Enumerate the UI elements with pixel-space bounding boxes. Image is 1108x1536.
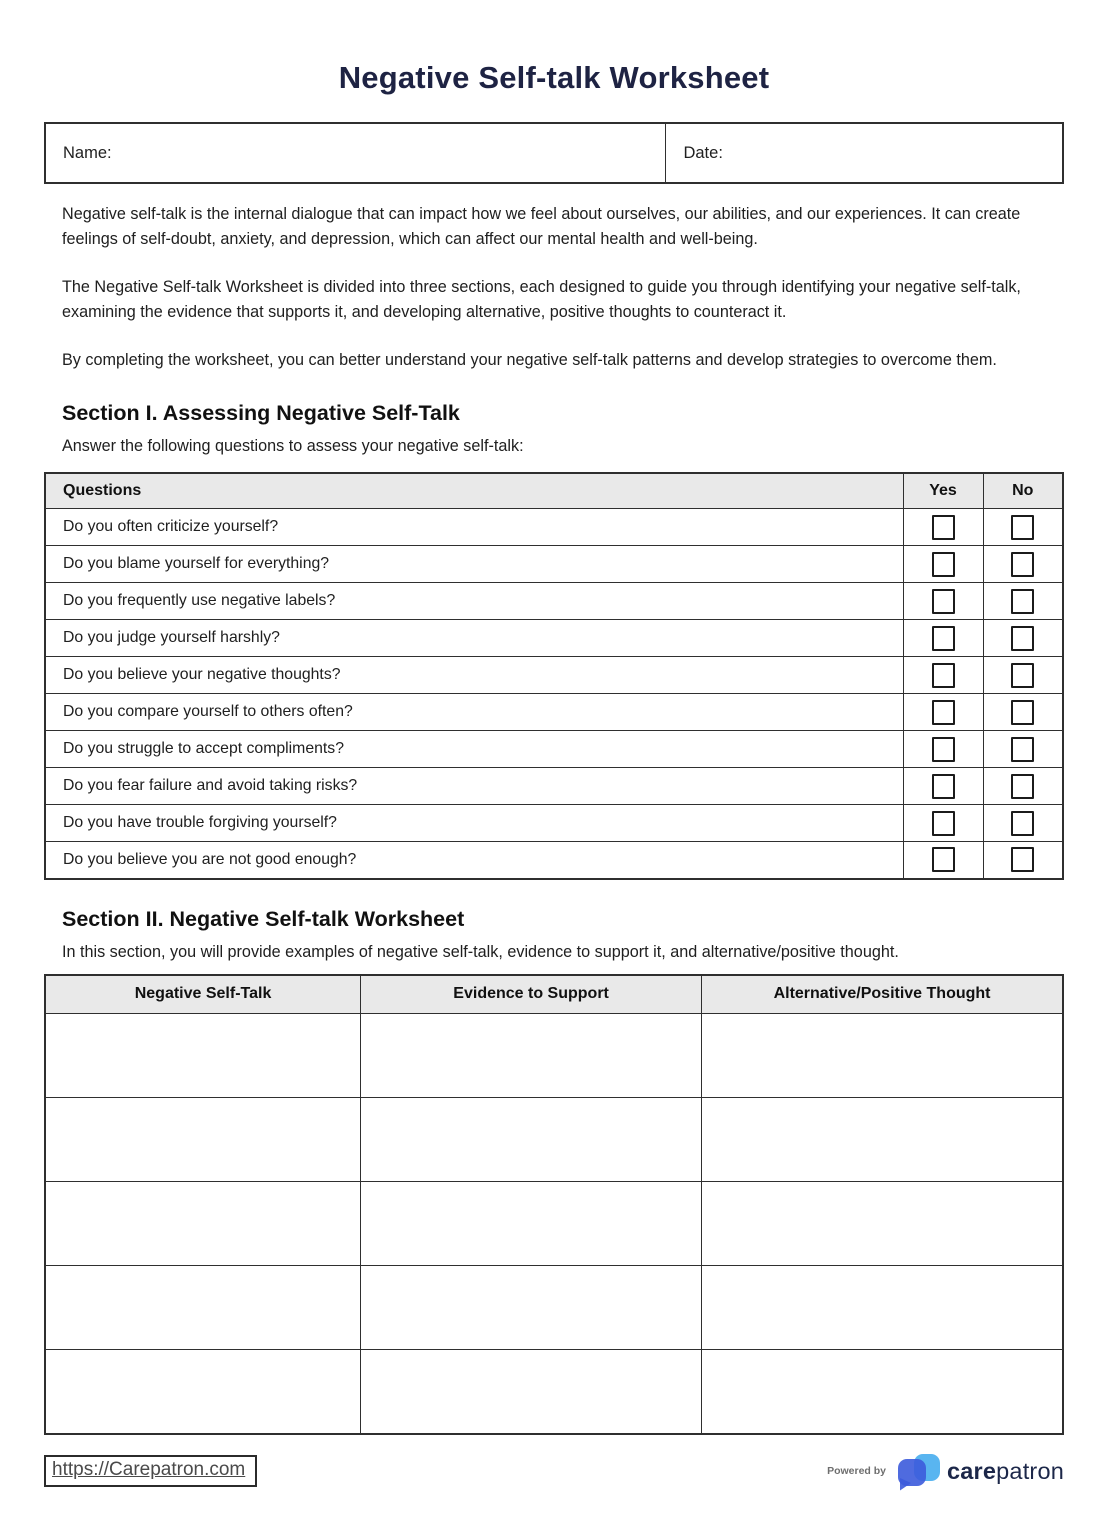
- yes-checkbox[interactable]: [932, 847, 955, 872]
- no-cell: [983, 694, 1063, 731]
- section1-heading: Section I. Assessing Negative Self-Talk: [62, 400, 460, 425]
- no-cell: [983, 583, 1063, 620]
- question-row: [45, 546, 1063, 583]
- no-cell: [983, 842, 1063, 879]
- intro-paragraph-2: The Negative Self-talk Worksheet is divided into three sections, each designed to guide you through identifying your negative self-talk, examining the evidence that supports it, and developing alternative, positive thoughts to counteract it.: [62, 278, 1021, 322]
- brand-wordmark: [947, 1458, 1064, 1485]
- question-text: Do you compare yourself to others often?: [45, 694, 903, 731]
- question-row: [45, 842, 1063, 879]
- worksheet-row: [45, 1014, 1063, 1098]
- question-row: [45, 583, 1063, 620]
- yes-cell: [903, 768, 983, 805]
- brand-patron: patron: [996, 1457, 1064, 1484]
- intro-paragraph-3: By completing the worksheet, you can better understand your negative self-talk patterns and develop strategies to overcome them.: [62, 351, 997, 370]
- no-column-header: No: [983, 473, 1063, 509]
- question-text: Do you blame yourself for everything?: [45, 546, 903, 583]
- yes-cell: [903, 731, 983, 768]
- yes-checkbox[interactable]: [932, 626, 955, 651]
- worksheet-column-header: Alternative/Positive Thought: [702, 975, 1063, 1014]
- section2-heading: Section II. Negative Self-talk Worksheet: [62, 906, 465, 931]
- questions-column-header: Questions: [45, 473, 903, 509]
- name-date-row: [45, 123, 1063, 183]
- worksheet-table: [44, 974, 1064, 1435]
- no-checkbox[interactable]: [1011, 811, 1034, 836]
- worksheet-column-header: Negative Self-Talk: [45, 975, 361, 1014]
- worksheet-row: [45, 1098, 1063, 1182]
- yes-cell: [903, 657, 983, 694]
- name-field[interactable]: [45, 123, 666, 183]
- yes-checkbox[interactable]: [932, 700, 955, 725]
- yes-checkbox[interactable]: [932, 774, 955, 799]
- question-text: Do you struggle to accept compliments?: [45, 731, 903, 768]
- worksheet-row: [45, 1350, 1063, 1434]
- question-text: Do you believe you are not good enough?: [45, 842, 903, 879]
- yes-cell: [903, 694, 983, 731]
- worksheet-cell[interactable]: [361, 1350, 702, 1434]
- no-cell: [983, 546, 1063, 583]
- worksheet-cell[interactable]: [361, 1014, 702, 1098]
- no-checkbox[interactable]: [1011, 700, 1034, 725]
- footer: [44, 1451, 1064, 1492]
- intro-paragraph-1: Negative self-talk is the internal dialogue that can impact how we feel about ourselves, our abilities, and our experiences. It can create feelings of self-doubt, anxiety, and depression, which can affect our mental health and well-being.: [62, 205, 1021, 249]
- yes-checkbox[interactable]: [932, 663, 955, 688]
- name-date-table: [44, 122, 1064, 184]
- worksheet-cell[interactable]: [45, 1266, 361, 1350]
- worksheet-cell[interactable]: [45, 1350, 361, 1434]
- worksheet-cell[interactable]: [702, 1098, 1063, 1182]
- worksheet-cell[interactable]: [361, 1266, 702, 1350]
- question-row: [45, 731, 1063, 768]
- no-cell: [983, 657, 1063, 694]
- yes-checkbox[interactable]: [932, 552, 955, 577]
- date-field[interactable]: [666, 123, 1063, 183]
- question-text: Do you frequently use negative labels?: [45, 583, 903, 620]
- no-checkbox[interactable]: [1011, 515, 1034, 540]
- worksheet-cell[interactable]: [45, 1014, 361, 1098]
- question-text: Do you have trouble forgiving yourself?: [45, 805, 903, 842]
- no-checkbox[interactable]: [1011, 774, 1034, 799]
- worksheet-cell[interactable]: [45, 1182, 361, 1266]
- question-text: Do you believe your negative thoughts?: [45, 657, 903, 694]
- no-checkbox[interactable]: [1011, 589, 1034, 614]
- questions-table-body: [45, 509, 1063, 879]
- name-label: Name:: [63, 143, 112, 162]
- worksheet-table-body: [45, 1014, 1063, 1434]
- worksheet-cell[interactable]: [702, 1266, 1063, 1350]
- question-text: Do you judge yourself harshly?: [45, 620, 903, 657]
- yes-cell: [903, 805, 983, 842]
- questions-table: [44, 472, 1064, 880]
- no-cell: [983, 768, 1063, 805]
- carepatron-link[interactable]: https://Carepatron.com: [44, 1455, 257, 1487]
- question-row: [45, 509, 1063, 546]
- worksheet-cell[interactable]: [702, 1182, 1063, 1266]
- question-row: [45, 768, 1063, 805]
- yes-checkbox[interactable]: [932, 589, 955, 614]
- worksheet-cell[interactable]: [702, 1350, 1063, 1434]
- yes-cell: [903, 583, 983, 620]
- carepatron-logo-icon: [896, 1451, 942, 1492]
- no-cell: [983, 731, 1063, 768]
- question-row: [45, 657, 1063, 694]
- question-row: [45, 694, 1063, 731]
- yes-checkbox[interactable]: [932, 737, 955, 762]
- yes-cell: [903, 842, 983, 879]
- powered-by-label: Powered by: [827, 1465, 886, 1478]
- yes-checkbox[interactable]: [932, 515, 955, 540]
- questions-header-row: [45, 473, 1063, 509]
- page-title: Negative Self-talk Worksheet: [338, 60, 770, 95]
- yes-checkbox[interactable]: [932, 811, 955, 836]
- no-cell: [983, 620, 1063, 657]
- section1-instruction: Answer the following questions to assess your negative self-talk:: [62, 436, 524, 455]
- section2-instruction: In this section, you will provide examples of negative self-talk, evidence to support it, and alternative/positive thought.: [62, 942, 899, 961]
- question-text: Do you often criticize yourself?: [45, 509, 903, 546]
- yes-cell: [903, 509, 983, 546]
- question-row: [45, 620, 1063, 657]
- question-row: [45, 805, 1063, 842]
- no-checkbox[interactable]: [1011, 552, 1034, 577]
- no-checkbox[interactable]: [1011, 847, 1034, 872]
- no-cell: [983, 509, 1063, 546]
- no-checkbox[interactable]: [1011, 663, 1034, 688]
- yes-column-header: Yes: [903, 473, 983, 509]
- worksheet-row: [45, 1266, 1063, 1350]
- worksheet-cell[interactable]: [45, 1098, 361, 1182]
- worksheet-cell[interactable]: [702, 1014, 1063, 1098]
- worksheet-column-header: Evidence to Support: [361, 975, 702, 1014]
- branding: [827, 1451, 1064, 1492]
- no-checkbox[interactable]: [1011, 626, 1034, 651]
- yes-cell: [903, 620, 983, 657]
- yes-cell: [903, 546, 983, 583]
- worksheet-cell[interactable]: [361, 1098, 702, 1182]
- no-checkbox[interactable]: [1011, 737, 1034, 762]
- date-label: Date:: [683, 143, 723, 162]
- question-text: Do you fear failure and avoid taking risks?: [45, 768, 903, 805]
- brand-care: care: [947, 1457, 997, 1484]
- worksheet-header-row: [45, 975, 1063, 1014]
- worksheet-row: [45, 1182, 1063, 1266]
- worksheet-cell[interactable]: [361, 1182, 702, 1266]
- no-cell: [983, 805, 1063, 842]
